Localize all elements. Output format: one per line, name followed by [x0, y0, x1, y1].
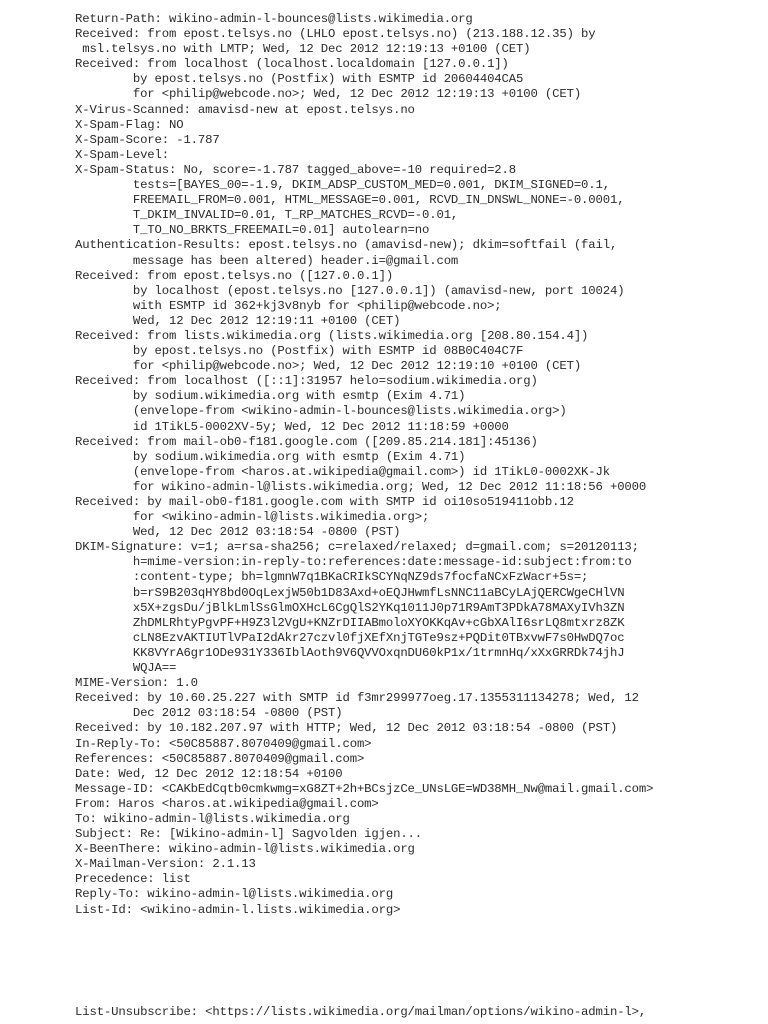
header-line: To: wikino-admin-l@lists.wikimedia.org	[75, 811, 350, 826]
header-line: Received: from mail-ob0-f181.google.com ([209.85.214.181]:45136)	[75, 434, 538, 449]
header-line: X-Spam-Level:	[75, 147, 169, 162]
header-line: References: <50C85887.8070409@gmail.com>	[75, 751, 365, 766]
header-line: Wed, 12 Dec 2012 03:18:54 -0800 (PST)	[75, 525, 401, 540]
header-line: Return-Path: wikino-admin-l-bounces@lists.wikimedia.org	[75, 12, 473, 26]
header-line: b=rS9B203qHY8bd0OqLexjW50b1D83Axd+oEQJHwmfLsNNC11aBCyLAjQERCWgeCHlVN	[75, 585, 625, 600]
header-line: by epost.telsys.no (Postfix) with ESMTP id 20604404CA5	[75, 72, 524, 87]
header-line: Received: from localhost ([::1]:31957 helo=sodium.wikimedia.org)	[75, 374, 538, 389]
header-line: id 1TikL5-0002XV-5y; Wed, 12 Dec 2012 11:18:59 +0000	[75, 419, 509, 434]
header-line: Date: Wed, 12 Dec 2012 12:18:54 +0100	[75, 766, 343, 781]
header-line: Message-ID: <CAKbEdCqtb0cmkwmg=xG8ZT+2h+BCsjzCe_UNsLGE=WD38MH_Nw@mail.gmail.com>	[75, 781, 654, 796]
header-line: KK8VYrA6gr1ODe931Y336IblAoth9V6QVVOxqnDU60kP1x/1trmnHq/xXxGRRDk74jhJ	[75, 645, 625, 660]
header-line: for <wikino-admin-l@lists.wikimedia.org>;	[75, 510, 430, 525]
header-line: by sodium.wikimedia.org with esmtp (Exim 4.71)	[75, 449, 466, 464]
header-line: Subject: Re: [Wikino-admin-l] Sagvolden igjen...	[75, 827, 423, 842]
header-line: message has been altered) header.i=@gmail.com	[75, 253, 459, 268]
header-line: In-Reply-To: <50C85887.8070409@gmail.com>	[75, 736, 372, 751]
header-line: X-Virus-Scanned: amavisd-new at epost.telsys.no	[75, 102, 415, 117]
header-line: T_DKIM_INVALID=0.01, T_RP_MATCHES_RCVD=-0.01,	[75, 208, 459, 223]
header-line: DKIM-Signature: v=1; a=rsa-sha256; c=relaxed/relaxed; d=gmail.com; s=20120113;	[75, 540, 639, 555]
header-line: Received: from lists.wikimedia.org (lists.wikimedia.org [208.80.154.4])	[75, 328, 589, 343]
header-line: Reply-To: wikino-admin-l@lists.wikimedia.org	[75, 887, 394, 902]
header-line: tests=[BAYES_00=-1.9, DKIM_ADSP_CUSTOM_MED=0.001, DKIM_SIGNED=0.1,	[75, 178, 610, 193]
header-line: List-Id: <wikino-admin-l.lists.wikimedia.org>	[75, 902, 401, 917]
header-line: for <philip@webcode.no>; Wed, 12 Dec 2012 12:19:10 +0100 (CET)	[75, 359, 582, 374]
header-line: with ESMTP id 362+kj3v8nyb for <philip@webcode.no>;	[75, 298, 502, 313]
header-line: X-Spam-Flag: NO	[75, 117, 184, 132]
header-line: :content-type; bh=lgmnW7q1BKaCRIkSCYNqNZ9ds7focfaNCxFzWacr+5s=;	[75, 570, 589, 585]
header-line: X-Spam-Status: No, score=-1.787 tagged_above=-10 required=2.8	[75, 162, 516, 177]
header-line: by localhost (epost.telsys.no [127.0.0.1]) (amavisd-new, port 10024)	[75, 283, 625, 298]
header-line: From: Haros <haros.at.wikipedia@gmail.com>	[75, 796, 379, 811]
email-headers-block	[75, 12, 653, 918]
header-line: Received: by 10.182.207.97 with HTTP; Wed, 12 Dec 2012 03:18:54 -0800 (PST)	[75, 721, 618, 736]
header-line: x5X+zgsDu/jBlkLmlSsGlmOXHcL6CgQlS2YKq1011J0p71R9AmT3PDkA78MAXyIVh3ZN	[75, 600, 625, 615]
header-line: T_TO_NO_BRKTS_FREEMAIL=0.01] autolearn=no	[75, 223, 430, 238]
header-line: Received: from localhost (localhost.localdomain [127.0.0.1])	[75, 57, 509, 72]
header-line: by epost.telsys.no (Postfix) with ESMTP id 08B0C404C7F	[75, 344, 524, 359]
header-line: FREEMAIL_FROM=0.001, HTML_MESSAGE=0.001, RCVD_IN_DNSWL_NONE=-0.0001,	[75, 193, 625, 208]
header-line: for <philip@webcode.no>; Wed, 12 Dec 2012 12:19:13 +0100 (CET)	[75, 87, 582, 102]
header-line: MIME-Version: 1.0	[75, 676, 198, 691]
header-line: cLN8EzvAKTIUTlVPaI2dAkr27czvl0fjXEfXnjTGTe9sz+PQDit0TBxvwF7s0HwDQ7oc	[75, 630, 625, 645]
header-line: Received: from epost.telsys.no ([127.0.0.1])	[75, 268, 394, 283]
header-line: h=mime-version:in-reply-to:references:date:message-id:subject:from:to	[75, 555, 632, 570]
header-line: by sodium.wikimedia.org with esmtp (Exim 4.71)	[75, 389, 466, 404]
header-line: Authentication-Results: epost.telsys.no (amavisd-new); dkim=softfail (fail,	[75, 238, 618, 253]
header-line: Precedence: list	[75, 872, 191, 887]
header-line: msl.telsys.no with LMTP; Wed, 12 Dec 2012 12:19:13 +0100 (CET)	[75, 42, 531, 57]
list-unsubscribe-header: List-Unsubscribe: <https://lists.wikimedia.org/mailman/options/wikino-admin-l>,	[75, 1005, 647, 1019]
header-line: Wed, 12 Dec 2012 12:19:11 +0100 (CET)	[75, 313, 401, 328]
header-line: for wikino-admin-l@lists.wikimedia.org; Wed, 12 Dec 2012 11:18:56 +0000	[75, 479, 647, 494]
header-line: X-BeenThere: wikino-admin-l@lists.wikimedia.org	[75, 842, 415, 857]
header-line: ZhDMLRhtyPgvPF+H9Z3l2VgU+KNZrDIIABmoloXYOKKqAv+cGbXAlI6srLQ8mtxrz8ZK	[75, 615, 625, 630]
header-line: Received: from epost.telsys.no (LHLO epost.telsys.no) (213.188.12.35) by	[75, 27, 596, 42]
header-line: (envelope-from <wikino-admin-l-bounces@lists.wikimedia.org>)	[75, 404, 567, 419]
header-line: (envelope-from <haros.at.wikipedia@gmail.com>) id 1TikL0-0002XK-Jk	[75, 464, 610, 479]
header-line: Received: by mail-ob0-f181.google.com with SMTP id oi10so519411obb.12	[75, 495, 574, 509]
header-line: X-Spam-Score: -1.787	[75, 132, 220, 147]
header-line: WQJA==	[75, 661, 177, 676]
header-line: Dec 2012 03:18:54 -0800 (PST)	[75, 706, 343, 721]
header-line: X-Mailman-Version: 2.1.13	[75, 857, 256, 872]
header-line: Received: by 10.60.25.227 with SMTP id f3mr299977oeg.17.1355311134278; Wed, 12	[75, 691, 639, 706]
